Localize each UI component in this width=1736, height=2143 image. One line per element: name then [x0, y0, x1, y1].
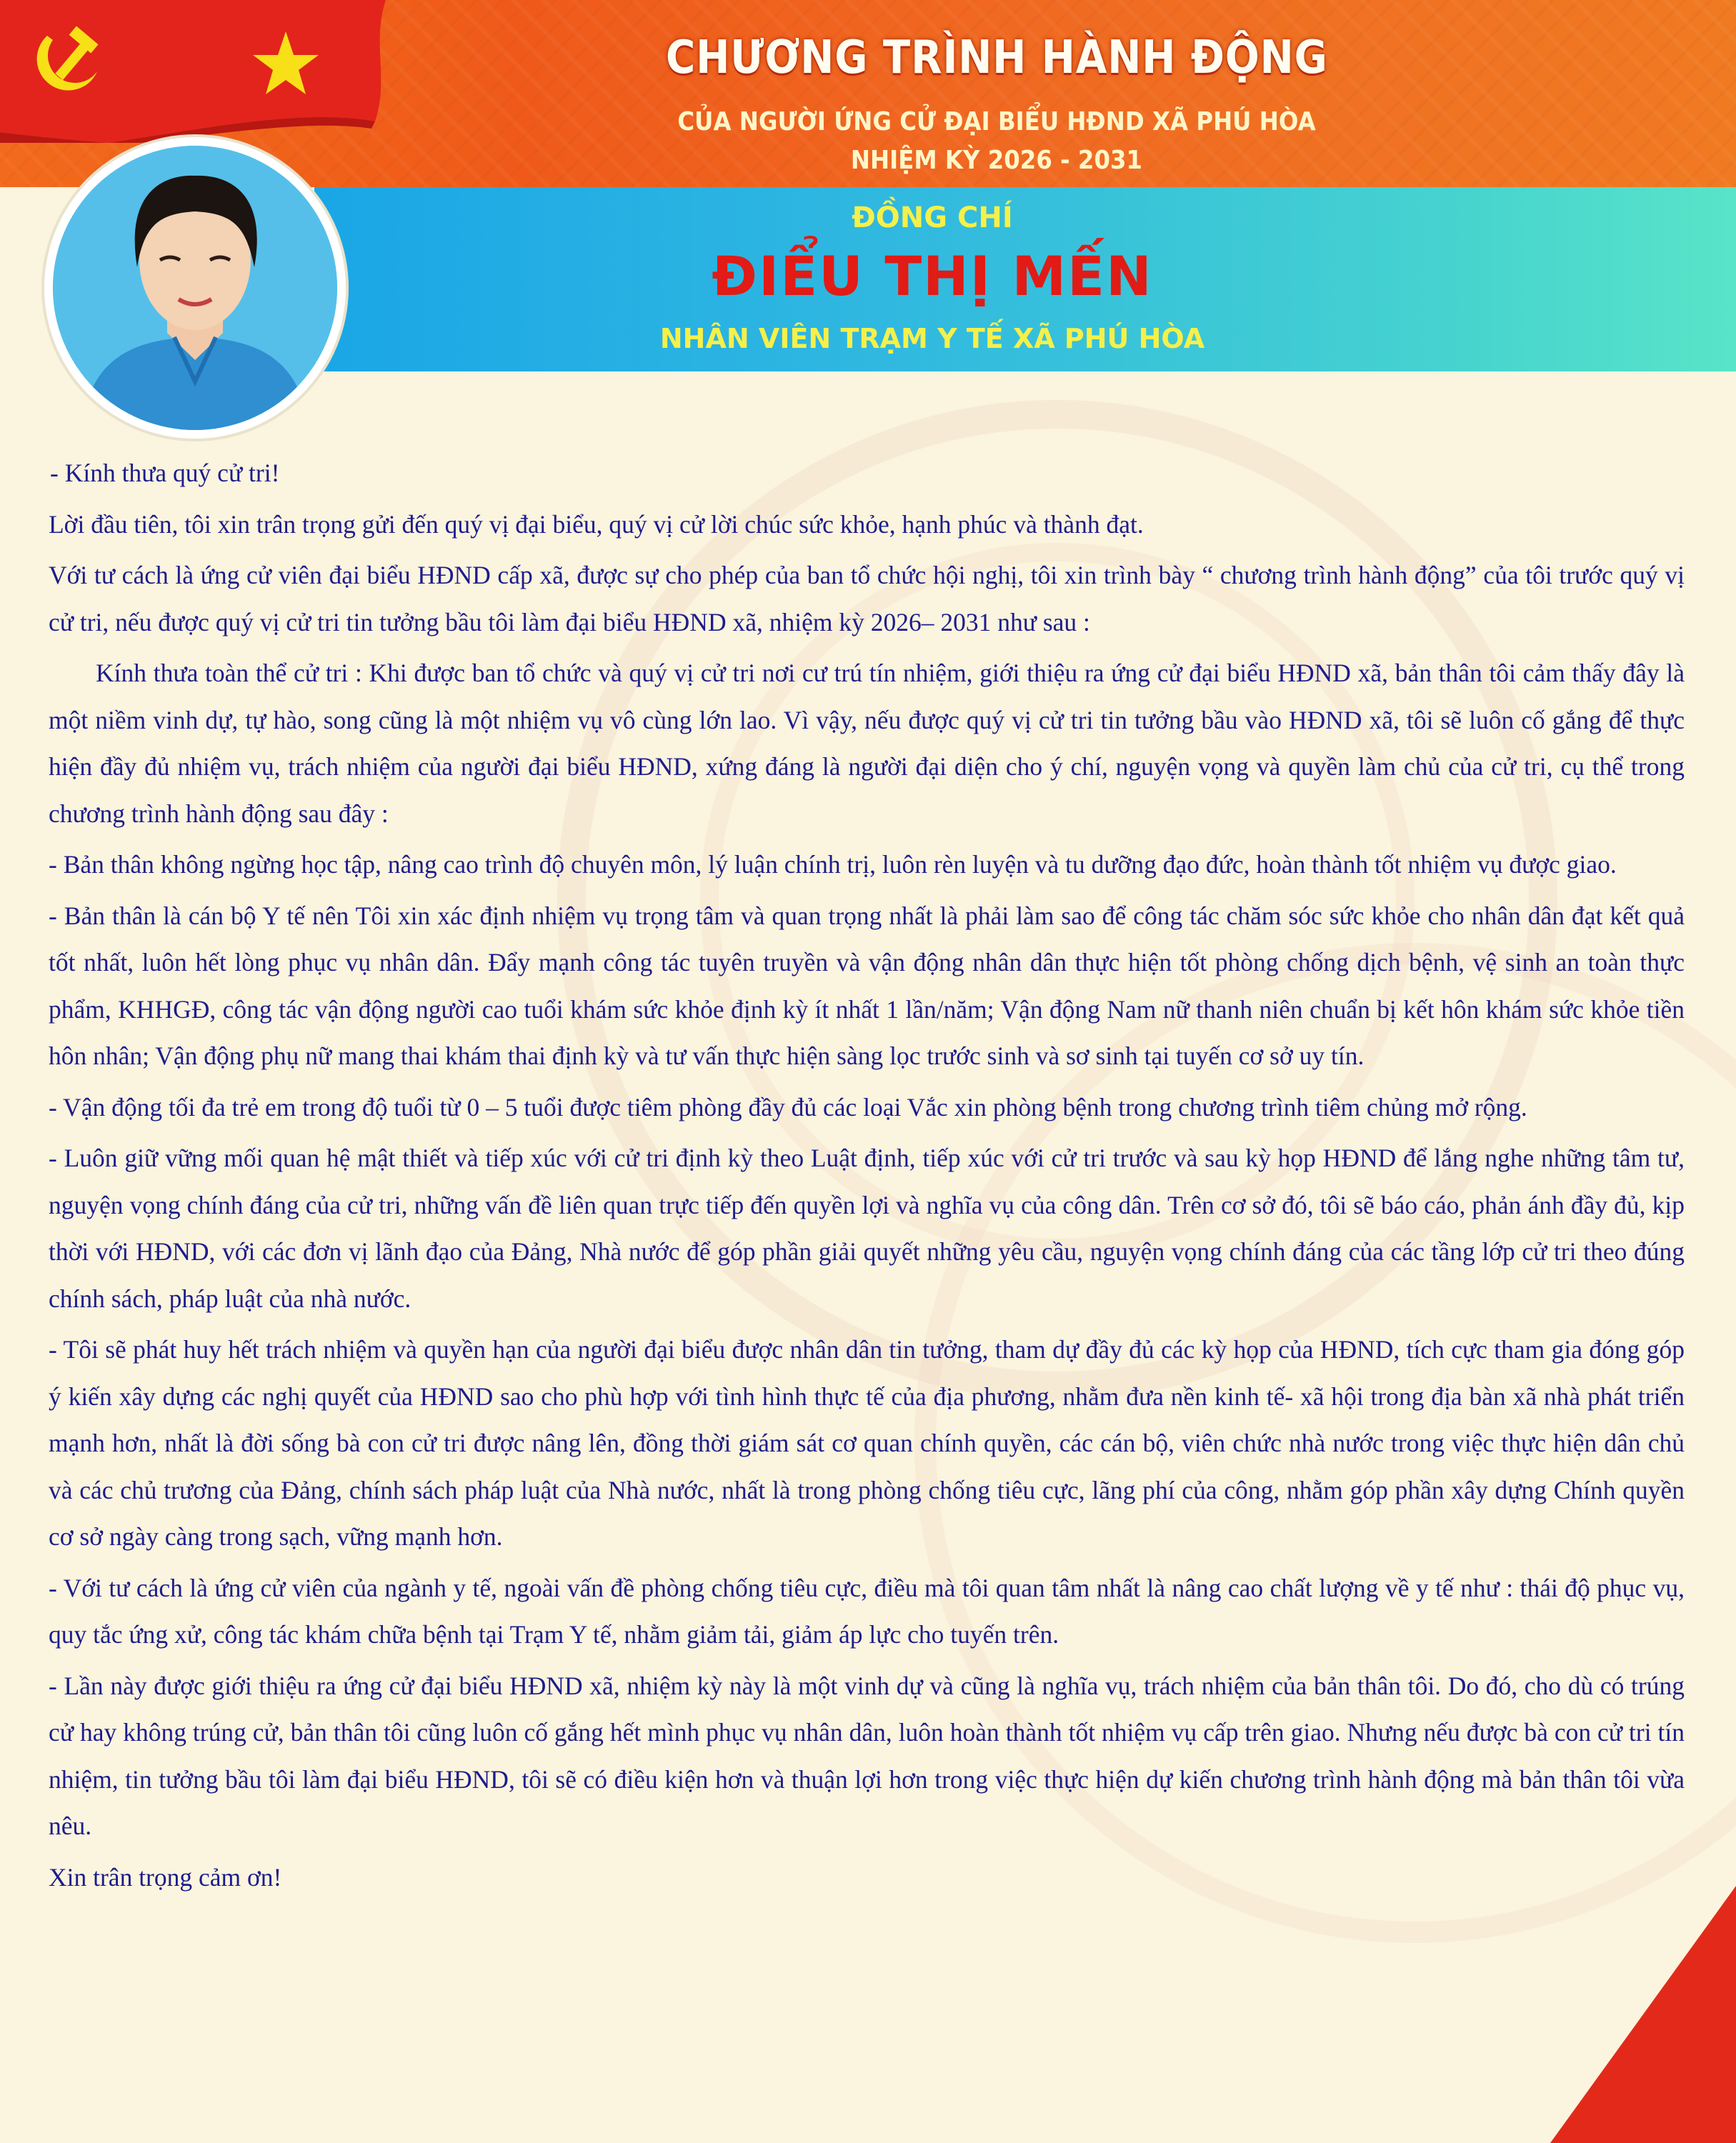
portrait-illustration [53, 146, 337, 430]
avatar [53, 146, 337, 430]
paragraph-item-medical-quality: - Với tư cách là ứng cử viên của ngành y tế, ngoài vấn đề phòng chống tiêu cực, điều mà tôi quan tâm nhất là nâng cao chất lượng về y tế như : thái độ phục vụ, quy tắc ứng xử, công tác khám chữa bệnh tại Trạm Y tế, nhằm giảm tải, giảm áp lực cho tuyến trên. [49, 1573, 1685, 1649]
paragraph-opening: Lời đầu tiên, tôi xin trân trọng gửi đến quý vị đại biểu, quý vị cử lời chúc sức khỏe, hạnh phúc và thành đạt. [49, 509, 1144, 539]
subtitle-term: NHIỆM KỲ 2026 - 2031 [850, 146, 1143, 175]
greeting: - Kính thưa quý cử tri! [50, 459, 280, 487]
candidate-honorific: ĐỒNG CHÍ [852, 201, 1013, 234]
paragraph-introduction: Với tư cách là ứng cử viên đại biểu HĐND cấp xã, được sự cho phép của ban tổ chức hội nghị, tôi xin trình bày “ chương trình hành động” của tôi trước quý vị cử tri, nếu được quý vị cử tri tin tưởng bầu tôi làm đại biểu HĐND xã, nhiệm kỳ 2026– 2031 như sau : [49, 561, 1685, 636]
paragraph-item-vaccination: - Vận động tối đa trẻ em trong độ tuổi từ 0 – 5 tuổi được tiêm phòng đầy đủ các loại Vắc xin phòng bệnh trong chương trình tiêm chủng mở rộng. [49, 1092, 1527, 1122]
candidate-name: ĐIỂU THỊ MẾN [712, 244, 1153, 308]
main-title: CHƯƠNG TRÌNH HÀNH ĐỘNG [666, 31, 1328, 84]
paragraph-item-study: - Bản thân không ngừng học tập, nâng cao trình độ chuyên môn, lý luận chính trị, luôn rèn luyện và tu dưỡng đạo đức, hoàn thành tốt nhiệm vụ được giao. [49, 850, 1617, 879]
paragraph-item-voters: - Luôn giữ vững mối quan hệ mật thiết và tiếp xúc với cử tri định kỳ theo Luật định, tiếp xúc với cử tri trước và sau kỳ họp HĐND để lắng nghe những tâm tư, nguyện vọng chính đáng của cử tri, những vấn đề liên quan trực tiếp đến quyền lợi và nghĩa vụ của công dân. Trên cơ sở đó, tôi sẽ báo cáo, phản ánh đầy đủ, kịp thời với HĐND, với các đơn vị lãnh đạo của Đảng, Nhà nước để góp phần giải quyết những yêu cầu, nguyện vọng chính đáng của các tầng lớp cử tri theo đúng chính sách, pháp luật của nhà nước. [49, 1144, 1685, 1313]
corner-decoration [1550, 1886, 1736, 2143]
paragraph-item-health: - Bản thân là cán bộ Y tế nên Tôi xin xác định nhiệm vụ trọng tâm và quan trọng nhất là phải làm sao để công tác chăm sóc sức khỏe cho nhân dân đạt kết quả tốt nhất, luôn hết lòng phục vụ nhân dân. Đẩy mạnh công tác tuyên truyền và vận động nhân dân thực hiện tốt phòng chống dịch bệnh, vệ sinh an toàn thực phẩm, KHHGĐ, công tác vận động người cao tuổi khám sức khỏe định kỳ ít nhất 1 lần/năm; Vận động Nam nữ thanh niên chuẩn bị kết hôn khám sức khỏe tiền hôn nhân; Vận động phụ nữ mang thai khám thai định kỳ và tư vấn thực hiện sàng lọc trước sinh và sơ sinh tại tuyến cơ sở uy tín. [49, 901, 1685, 1070]
paragraph-commitment: Kính thưa toàn thể cử tri : Khi được ban tổ chức và quý vị cử tri nơi cư trú tín nhiệm, giới thiệu ra ứng cử đại biểu HĐND xã, bản thân tôi cảm thấy đây là một niềm vinh dự, tự hào, song cũng là một nhiệm vụ vô cùng lớn lao. Vì vậy, nếu được quý vị cử tri tin tưởng bầu vào HĐND xã, tôi sẽ luôn cố gắng để thực hiện đầy đủ nhiệm vụ, trách nhiệm của người đại biểu HĐND, xứng đáng là người đại diện cho ý chí, nguyện vọng và quyền làm chủ của cử tri, cụ thể trong chương trình hành động sau đây : [49, 659, 1685, 828]
candidate-role: NHÂN VIÊN TRẠM Y TẾ XÃ PHÚ HÒA [659, 323, 1205, 354]
paragraph-item-honor: - Lần này được giới thiệu ra ứng cử đại biểu HĐND xã, nhiệm kỳ này là một vinh dự và cũng là nghĩa vụ, trách nhiệm của bản thân tôi. Do đó, cho dù có trúng cử hay không trúng cử, bản thân tôi cũng luôn cố gắng hết mình phục vụ nhân dân, luôn hoàn thành tốt nhiệm vụ cấp trên giao. Nhưng nếu được bà con cử tri tín nhiệm, tin tưởng bầu tôi làm đại biểu HĐND, tôi sẽ có điều kiện hơn và thuận lợi hơn trong việc thực hiện dự kiến chương trình hành động mà bản thân tôi vừa nêu. [49, 1671, 1685, 1840]
action-program-text [49, 450, 1685, 1905]
subtitle-election: CỦA NGƯỜI ỨNG CỬ ĐẠI BIỂU HĐND XÃ PHÚ HÒA [677, 107, 1316, 136]
paragraph-item-responsibility: - Tôi sẽ phát huy hết trách nhiệm và quyền hạn của người đại biểu được nhân dân tin tưởng, tham dự đầy đủ các kỳ họp của HĐND, tích cực tham gia đóng góp ý kiến xây dựng các nghị quyết của HĐND sao cho phù hợp với tình hình thực tế của địa phương, nhằm đưa nền kinh tế- xã hội trong địa bàn xã nhà phát triển mạnh hơn, nhất là đời sống bà con cử tri được nâng lên, đồng thời giám sát cơ quan chính quyền, các cán bộ, viên chức nhà nước trong việc thực hiện dân chủ và các chủ trương của Đảng, chính sách pháp luật của Nhà nước, nhất là trong phòng chống tiêu cực, lãng phí của công, nhằm góp phần xây dựng Chính quyền cơ sở ngày càng trong sạch, vững mạnh hơn. [49, 1335, 1685, 1551]
closing: Xin trân trọng cảm ơn! [49, 1862, 282, 1892]
